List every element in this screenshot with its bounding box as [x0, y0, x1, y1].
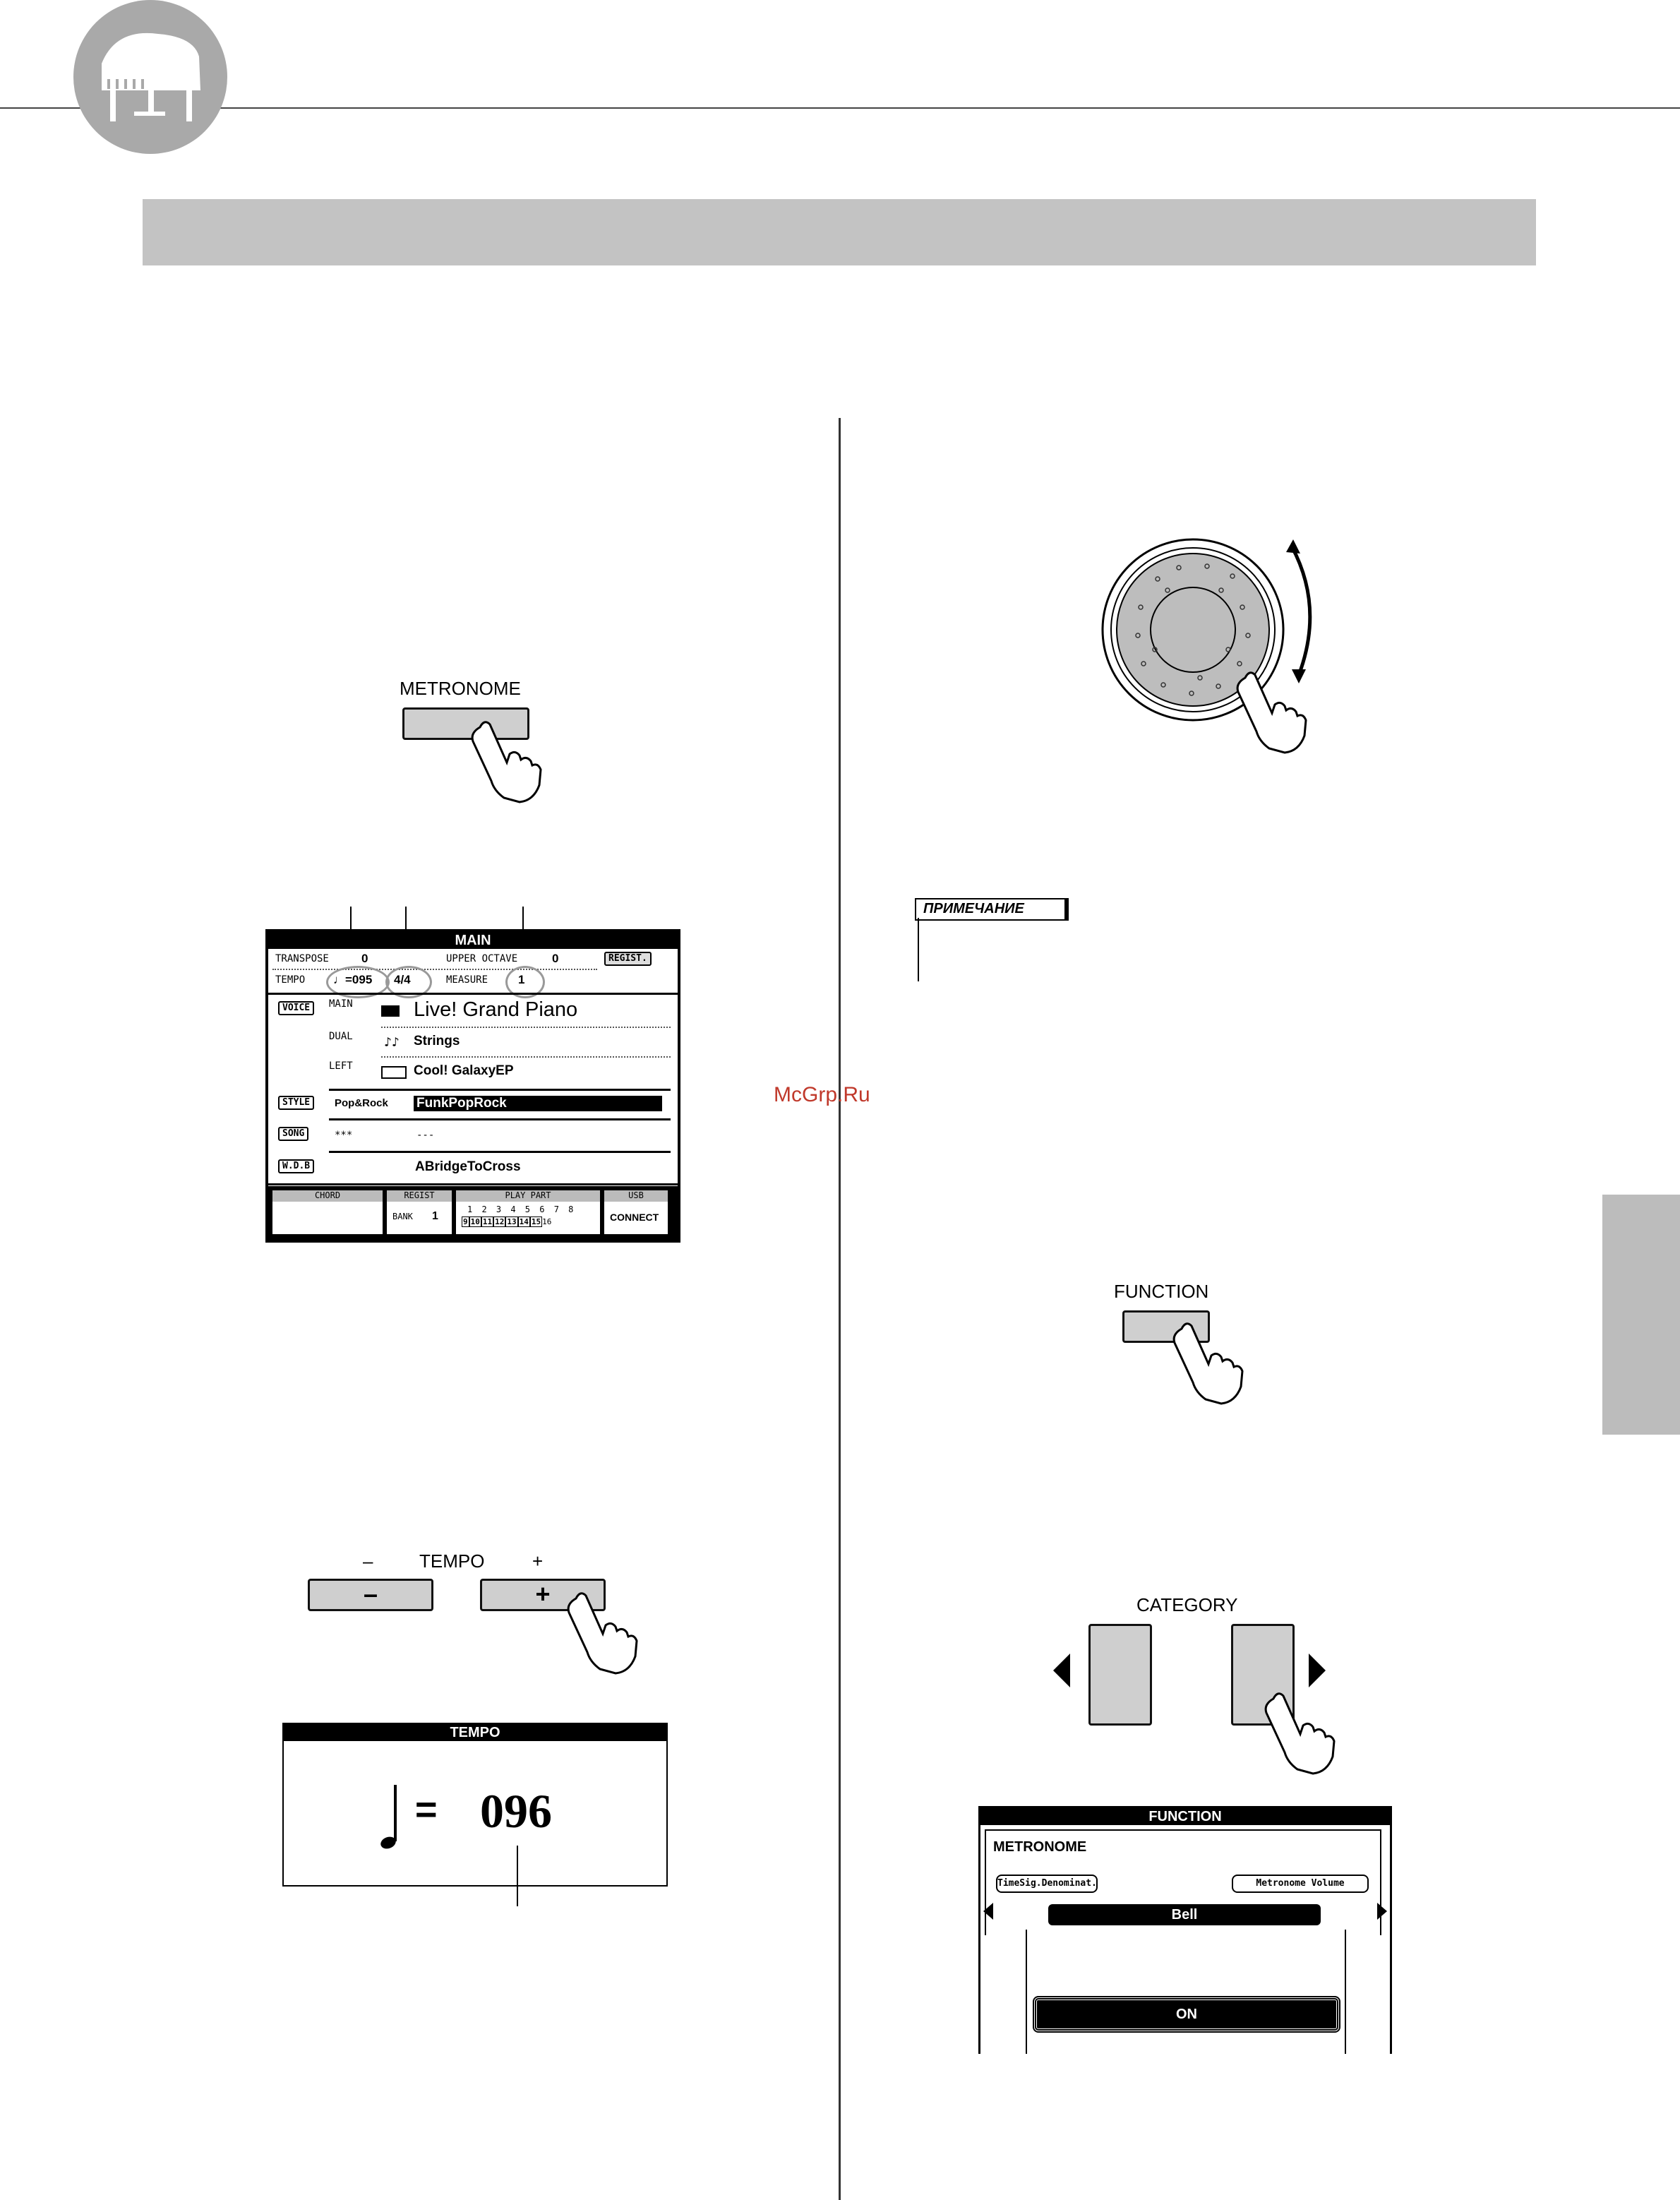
style-name: FunkPopRock [414, 1096, 662, 1111]
triangle-right-icon [1376, 1901, 1388, 1921]
divider [381, 1027, 671, 1028]
section-title-band [143, 199, 1536, 265]
main-label: MAIN [329, 998, 353, 1010]
upper-octave-value: 0 [552, 952, 559, 965]
function-group-name: METRONOME [993, 1839, 1087, 1855]
watermark: McGrp.Ru [774, 1083, 870, 1106]
header-rule [0, 107, 1680, 109]
regist-panel [387, 1190, 452, 1234]
left-label: LEFT [329, 1060, 353, 1072]
tempo-label: TEMPO [275, 974, 306, 986]
tempo-lcd-value: 096 [480, 1784, 552, 1838]
song-number: *** [335, 1130, 353, 1141]
callout-line-tempo-value [517, 1846, 518, 1906]
prev-function-item: TimeSig.Denominat. [996, 1875, 1098, 1893]
piano-voice-icon [381, 1005, 400, 1017]
pressing-finger-icon [466, 713, 544, 805]
song-tag: SONG [278, 1127, 308, 1141]
divider [329, 1118, 671, 1120]
strings-voice-icon: ♪♪ [384, 1035, 400, 1050]
quarter-note-icon [380, 1782, 401, 1853]
main-voice-name: Live! Grand Piano [414, 998, 578, 1021]
voice-tag: VOICE [278, 1001, 314, 1015]
usb-panel [604, 1190, 668, 1234]
pressing-finger-icon [562, 1584, 640, 1676]
part-9: 9 [463, 1217, 468, 1226]
category-left-button[interactable] [1088, 1624, 1152, 1726]
play-part-label: PLAY PART [456, 1190, 600, 1202]
function-lcd-title: FUNCTION [980, 1808, 1390, 1825]
pressing-finger-icon [1259, 1685, 1337, 1776]
wdb-name: ABridgeToCross [415, 1159, 521, 1174]
usb-value: CONNECT [610, 1212, 659, 1223]
part-13: 13 [507, 1217, 517, 1226]
transpose-label: TRANSPOSE [275, 953, 329, 964]
wdb-tag: W.D.B [278, 1159, 314, 1173]
triangle-right-icon [1307, 1652, 1327, 1689]
side-thumb-tab [1602, 1195, 1680, 1435]
style-category: Pop&Rock [335, 1097, 388, 1109]
divider [268, 993, 678, 995]
next-function-item: Metronome Volume [1232, 1875, 1369, 1893]
pressing-finger-icon [1231, 664, 1309, 755]
tempo-plus-button[interactable]: + [480, 1579, 606, 1611]
category-label: CATEGORY [1136, 1594, 1238, 1615]
note-rule [918, 918, 919, 981]
tempo-minus-button[interactable]: – [308, 1579, 433, 1611]
style-tag: STYLE [278, 1096, 314, 1110]
function-value-frame [1026, 1930, 1346, 2054]
bank-label: BANK [392, 1212, 413, 1221]
triangle-left-icon [1052, 1652, 1072, 1689]
bank-value: 1 [432, 1210, 438, 1222]
divider [329, 1089, 671, 1091]
divider [381, 1056, 671, 1058]
pressing-finger-icon [1168, 1315, 1245, 1406]
part-15: 15 [531, 1217, 541, 1226]
function-lcd-display [978, 1806, 1392, 2054]
measure-label: MEASURE [446, 974, 488, 986]
divider [272, 969, 597, 970]
play-part-panel [456, 1190, 600, 1234]
function-value: ON [1034, 1997, 1339, 2031]
dual-label: DUAL [329, 1031, 353, 1042]
tempo-value: ♩=095 [333, 973, 373, 986]
dual-voice-name: Strings [414, 1034, 460, 1048]
grand-piano-icon [73, 0, 227, 154]
lcd-title: MAIN [268, 932, 678, 949]
keyboard-voice-icon [381, 1066, 407, 1079]
part-10: 10 [470, 1217, 480, 1226]
function-label: FUNCTION [1114, 1281, 1209, 1302]
regist-label: REGIST [387, 1190, 452, 1202]
play-part-top: 1 2 3 4 5 6 7 8 [467, 1204, 576, 1214]
measure-value: 1 [518, 973, 525, 986]
note-label: ПРИМЕЧАНИЕ [923, 901, 1024, 916]
regist-tag: REGIST. [604, 952, 652, 966]
tempo-equals: = [415, 1788, 438, 1831]
tempo-lcd-title: TEMPO [284, 1724, 666, 1741]
part-16: 16 [542, 1217, 552, 1226]
part-14: 14 [519, 1217, 529, 1226]
tempo-minus-label: – [363, 1550, 373, 1572]
tempo-plus-label: + [532, 1550, 544, 1572]
tempo-title: TEMPO [419, 1550, 485, 1572]
part-12: 12 [495, 1217, 505, 1226]
part-11: 11 [482, 1217, 493, 1226]
note-label-box [915, 898, 1069, 921]
left-voice-name: Cool! GalaxyEP [414, 1063, 514, 1078]
current-function-item: Bell [1048, 1904, 1321, 1925]
divider [329, 1151, 671, 1153]
divider [268, 1183, 678, 1185]
chord-panel [272, 1190, 383, 1234]
time-signature: 4/4 [394, 973, 411, 986]
status-bar [268, 1186, 678, 1240]
upper-octave-label: UPPER OCTAVE [446, 953, 518, 964]
song-name: --- [416, 1130, 435, 1141]
column-divider [839, 418, 841, 2200]
tempo-lcd-display [282, 1723, 668, 1887]
main-lcd-display [265, 929, 680, 1243]
triangle-left-icon [982, 1901, 995, 1921]
chord-label: CHORD [272, 1190, 383, 1202]
play-part-bottom [462, 1217, 551, 1226]
usb-label: USB [604, 1190, 668, 1202]
transpose-value: 0 [361, 952, 368, 965]
metronome-label: METRONOME [400, 678, 521, 699]
